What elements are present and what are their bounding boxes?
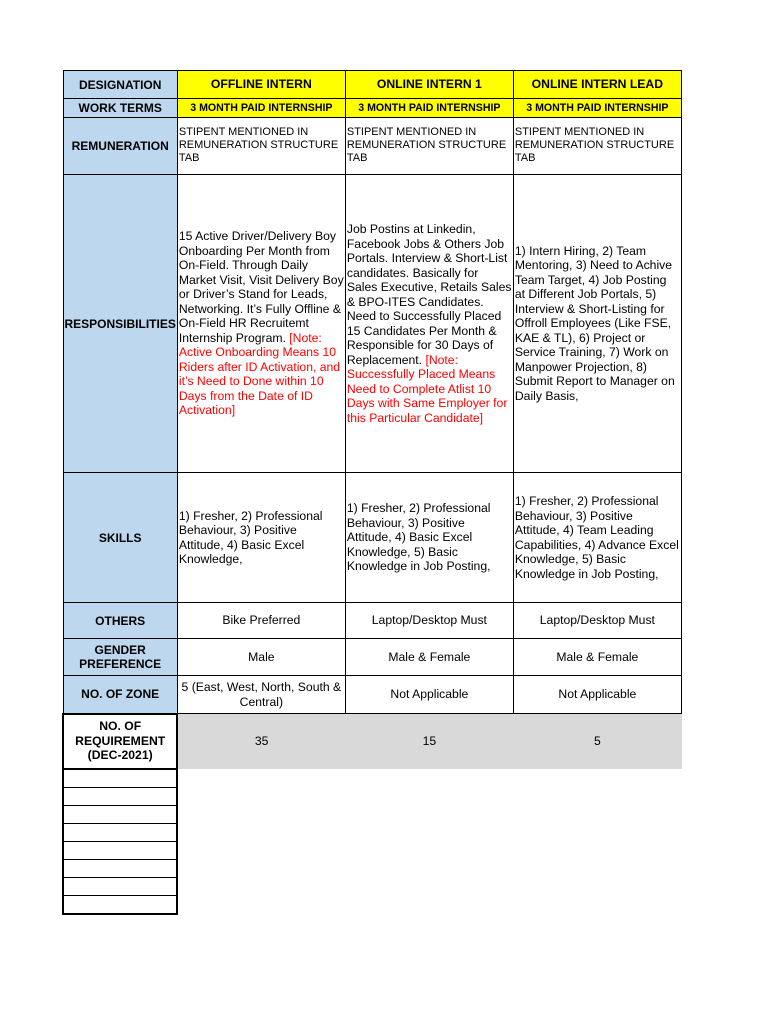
blank-cell bbox=[63, 841, 177, 859]
remuneration-offline: STIPENT MENTIONED IN REMUNERATION STRUCTURE TAB bbox=[177, 118, 345, 175]
requirement-offline: 35 bbox=[177, 714, 345, 769]
blank-cell bbox=[63, 787, 177, 805]
offline-intern-header: OFFLINE INTERN bbox=[177, 71, 345, 99]
others-online-lead: Laptop/Desktop Must bbox=[513, 603, 681, 639]
blank-row bbox=[63, 841, 681, 859]
skills-label: SKILLS bbox=[63, 473, 177, 603]
responsibilities-offline bbox=[177, 175, 345, 473]
responsibilities-offline-text: 15 Active Driver/Delivery Boy Onboarding Per Month from On-Field. Through Daily Market Visit, Visit Delivery Boy or Driver’s Stand for Leads, Networking. It’s Fully Offline & On-Field HR Recruitemt Internship Program. bbox=[178, 229, 344, 345]
gender-offline: Male bbox=[177, 639, 345, 676]
others-row bbox=[63, 603, 681, 639]
blank-row bbox=[63, 895, 681, 914]
remuneration-label: REMUNERATION bbox=[63, 118, 177, 175]
designation-header: DESIGNATION bbox=[63, 71, 177, 99]
blank-cell bbox=[63, 823, 177, 841]
others-label: OTHERS bbox=[63, 603, 177, 639]
remuneration-online-lead: STIPENT MENTIONED IN REMUNERATION STRUCTURE TAB bbox=[513, 118, 681, 175]
gender-label: GENDER PREFERENCE bbox=[63, 639, 177, 676]
gender-online-lead: Male & Female bbox=[513, 639, 681, 676]
zone-offline: 5 (East, West, North, South & Central) bbox=[177, 676, 345, 714]
skills-online-lead: 1) Fresher, 2) Professional Behaviour, 3) Positive Attitude, 4) Team Leading Capabilities, 4) Advance Excel Knowledge, 5) Basic Knowledge in Job Posting, bbox=[513, 473, 681, 603]
gender-row bbox=[63, 639, 681, 676]
gender-online-1: Male & Female bbox=[345, 639, 513, 676]
blank-cell bbox=[63, 805, 177, 823]
others-offline: Bike Preferred bbox=[177, 603, 345, 639]
work-terms-row bbox=[63, 99, 681, 118]
responsibilities-label: RESPONSIBILITIES bbox=[63, 175, 177, 473]
blank-row bbox=[63, 805, 681, 823]
zone-label: NO. OF ZONE bbox=[63, 676, 177, 714]
zone-online-1: Not Applicable bbox=[345, 676, 513, 714]
blank-cell bbox=[63, 859, 177, 877]
blank-row bbox=[63, 769, 681, 788]
blank-row bbox=[63, 859, 681, 877]
blank-cell bbox=[63, 895, 177, 914]
responsibilities-online-1-note: [Note: Successfully Placed Means Need to Complete Atlist 10 Days with Same Employer for this Particular Candidate] bbox=[346, 352, 508, 425]
requirement-online-lead: 5 bbox=[513, 714, 681, 769]
responsibilities-online-1 bbox=[345, 175, 513, 473]
online-intern-lead-header: ONLINE INTERN LEAD bbox=[513, 71, 681, 99]
requirement-label: NO. OF REQUIREMENT (DEC-2021) bbox=[63, 714, 177, 769]
work-terms-online-1: 3 MONTH PAID INTERNSHIP bbox=[345, 99, 513, 118]
requirement-row bbox=[63, 714, 681, 769]
responsibilities-offline-note: [Note: Active Onboarding Means 10 Riders after ID Activation, and it’s Need to Done within 10 Days from the Date of ID Activation] bbox=[178, 330, 341, 418]
skills-row bbox=[63, 473, 681, 603]
remuneration-online-1: STIPENT MENTIONED IN REMUNERATION STRUCTURE TAB bbox=[345, 118, 513, 175]
blank-cell bbox=[63, 769, 177, 788]
blank-row bbox=[63, 823, 681, 841]
zone-online-lead: Not Applicable bbox=[513, 676, 681, 714]
responsibilities-online-1-text: Job Postins at Linkedin, Facebook Jobs & Others Job Portals. Interview & Short-List candidates. Basically for Sales Executive, Retails Sales & BPO-ITES Candidates. Need to Successfully Placed 15 Candidates Per Month & Responsible for 30 Days of Replacement. bbox=[346, 222, 512, 367]
blank-cell bbox=[63, 877, 177, 895]
requirement-online-1: 15 bbox=[345, 714, 513, 769]
designation-table bbox=[62, 70, 682, 915]
others-online-1: Laptop/Desktop Must bbox=[345, 603, 513, 639]
header-row bbox=[63, 71, 681, 99]
responsibilities-online-lead: 1) Intern Hiring, 2) Team Mentoring, 3) Need to Achive Team Target, 4) Job Posting at Different Job Portals, 5) Interview & Short-Listing for Offroll Employees (Like FSE, KAE & TL), 6) Project or Service Training, 7) Work on Manpower Projection, 8) Submit Report to Manager on Daily Basis, bbox=[513, 175, 681, 473]
skills-online-1: 1) Fresher, 2) Professional Behaviour, 3) Positive Attitude, 4) Basic Excel Knowledge, 5) Basic Knowledge in Job Posting, bbox=[345, 473, 513, 603]
remuneration-row bbox=[63, 118, 681, 175]
blank-row bbox=[63, 877, 681, 895]
online-intern-1-header: ONLINE INTERN 1 bbox=[345, 71, 513, 99]
work-terms-online-lead: 3 MONTH PAID INTERNSHIP bbox=[513, 99, 681, 118]
skills-offline: 1) Fresher, 2) Professional Behaviour, 3) Positive Attitude, 4) Basic Excel Knowledge, bbox=[177, 473, 345, 603]
responsibilities-row bbox=[63, 175, 681, 473]
blank-row bbox=[63, 787, 681, 805]
work-terms-offline: 3 MONTH PAID INTERNSHIP bbox=[177, 99, 345, 118]
work-terms-label: WORK TERMS bbox=[63, 99, 177, 118]
zone-row bbox=[63, 676, 681, 714]
